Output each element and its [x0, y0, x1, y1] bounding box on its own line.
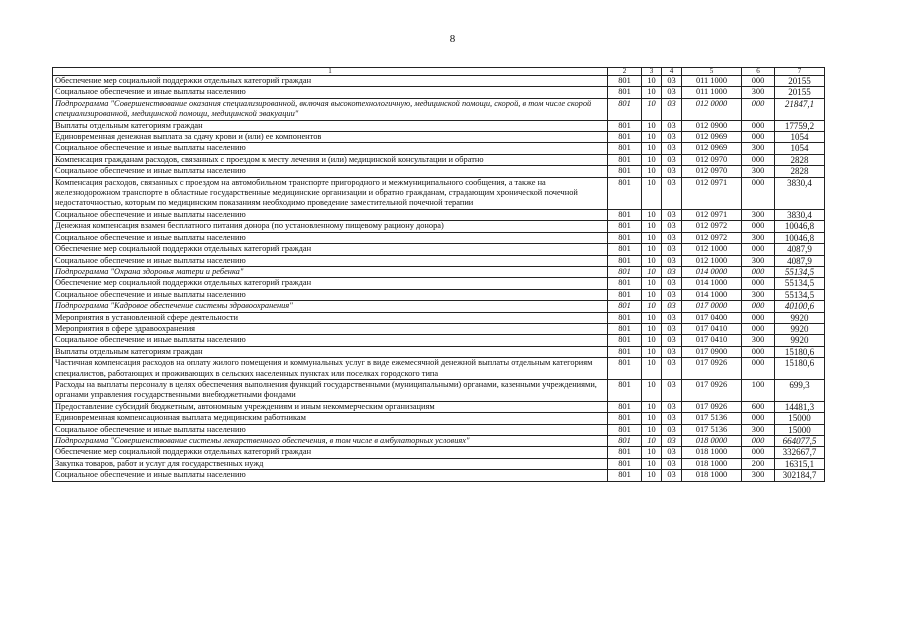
row-name-cell: Социальное обеспечение и иные выплаты населению — [53, 166, 608, 177]
row-name-cell: Обеспечение мер социальной поддержки отдельных категорий граждан — [53, 278, 608, 289]
section-code-cell: 10 — [642, 120, 662, 131]
section-code-cell: 10 — [642, 436, 662, 447]
amount-cell: 9920 — [775, 312, 825, 323]
table-row — [53, 143, 825, 154]
subsection-code-cell: 03 — [662, 87, 682, 98]
target-article-cell: 018 1000 — [682, 470, 742, 481]
column-number: 4 — [662, 68, 682, 76]
row-name-cell: Социальное обеспечение и иные выплаты населению — [53, 470, 608, 481]
expense-type-cell: 300 — [742, 209, 775, 220]
target-article-cell: 017 0900 — [682, 346, 742, 357]
section-code-cell: 10 — [642, 413, 662, 424]
amount-cell: 664077,5 — [775, 436, 825, 447]
expense-type-cell: 300 — [742, 255, 775, 266]
subsection-code-cell: 03 — [662, 312, 682, 323]
table-row — [53, 177, 825, 209]
ministry-code-cell: 801 — [608, 166, 642, 177]
row-name-cell: Мероприятия в установленной сфере деятельности — [53, 312, 608, 323]
section-code-cell: 10 — [642, 266, 662, 277]
subsection-code-cell: 03 — [662, 120, 682, 131]
ministry-code-cell: 801 — [608, 143, 642, 154]
target-article-cell: 017 0000 — [682, 301, 742, 312]
table-row — [53, 154, 825, 165]
amount-cell: 55134,5 — [775, 266, 825, 277]
expense-type-cell: 000 — [742, 301, 775, 312]
row-name-cell: Социальное обеспечение и иные выплаты населению — [53, 87, 608, 98]
table-row — [53, 120, 825, 131]
target-article-cell: 017 0926 — [682, 379, 742, 401]
amount-cell: 4087,9 — [775, 255, 825, 266]
target-article-cell: 017 5136 — [682, 424, 742, 435]
table-row — [53, 289, 825, 300]
row-name-cell: Обеспечение мер социальной поддержки отдельных категорий граждан — [53, 447, 608, 458]
amount-cell: 15180,6 — [775, 358, 825, 380]
ministry-code-cell: 801 — [608, 379, 642, 401]
section-code-cell: 10 — [642, 278, 662, 289]
subsection-code-cell: 03 — [662, 447, 682, 458]
target-article-cell: 012 0900 — [682, 120, 742, 131]
ministry-code-cell: 801 — [608, 177, 642, 209]
target-article-cell: 017 0410 — [682, 323, 742, 334]
ministry-code-cell: 801 — [608, 154, 642, 165]
expense-type-cell: 300 — [742, 87, 775, 98]
section-code-cell: 10 — [642, 255, 662, 266]
ministry-code-cell: 801 — [608, 132, 642, 143]
subsection-code-cell: 03 — [662, 244, 682, 255]
table-row — [53, 358, 825, 380]
target-article-cell: 017 0926 — [682, 401, 742, 412]
subsection-code-cell: 03 — [662, 335, 682, 346]
section-code-cell: 10 — [642, 244, 662, 255]
ministry-code-cell: 801 — [608, 323, 642, 334]
section-code-cell: 10 — [642, 424, 662, 435]
expense-type-cell: 000 — [742, 120, 775, 131]
section-code-cell: 10 — [642, 301, 662, 312]
section-code-cell: 10 — [642, 221, 662, 232]
section-code-cell: 10 — [642, 470, 662, 481]
ministry-code-cell: 801 — [608, 312, 642, 323]
amount-cell: 1054 — [775, 143, 825, 154]
table-row — [53, 424, 825, 435]
expense-type-cell: 000 — [742, 76, 775, 87]
section-code-cell: 10 — [642, 209, 662, 220]
row-name-cell: Предоставление субсидий бюджетным, автономным учреждениям и иным некоммерческим организациям — [53, 401, 608, 412]
target-article-cell: 017 0410 — [682, 335, 742, 346]
row-name-cell: Компенсация расходов, связанных с проездом на автомобильном транспорте пригородного и межмуниципального сообщения, а также на железнодорожном транспорте в областные государственные медицинские организации и обратно гражданам, страдающим хронической почечной недостаточностью, которым по медицинским показаниям необходимо проведение заместительной почечной терапии — [53, 177, 608, 209]
expense-type-cell: 000 — [742, 278, 775, 289]
table-row — [53, 76, 825, 87]
amount-cell: 17759,2 — [775, 120, 825, 131]
column-number: 3 — [642, 68, 662, 76]
row-name-cell: Социальное обеспечение и иные выплаты населению — [53, 424, 608, 435]
target-article-cell: 011 1000 — [682, 76, 742, 87]
expense-type-cell: 000 — [742, 177, 775, 209]
section-code-cell: 10 — [642, 177, 662, 209]
expense-type-cell: 300 — [742, 166, 775, 177]
row-name-cell: Закупка товаров, работ и услуг для государственных нужд — [53, 458, 608, 469]
ministry-code-cell: 801 — [608, 470, 642, 481]
section-code-cell: 10 — [642, 458, 662, 469]
row-name-cell: Социальное обеспечение и иные выплаты населению — [53, 209, 608, 220]
table-row — [53, 255, 825, 266]
expense-type-cell: 000 — [742, 312, 775, 323]
ministry-code-cell: 801 — [608, 87, 642, 98]
amount-cell: 16315,1 — [775, 458, 825, 469]
table-row — [53, 323, 825, 334]
subsection-code-cell: 03 — [662, 436, 682, 447]
target-article-cell: 018 0000 — [682, 436, 742, 447]
amount-cell: 15180,6 — [775, 346, 825, 357]
table-row — [53, 132, 825, 143]
expense-type-cell: 000 — [742, 266, 775, 277]
subsection-code-cell: 03 — [662, 177, 682, 209]
expense-type-cell: 300 — [742, 143, 775, 154]
ministry-code-cell: 801 — [608, 255, 642, 266]
section-code-cell: 10 — [642, 154, 662, 165]
subsection-code-cell: 03 — [662, 76, 682, 87]
expense-type-cell: 000 — [742, 447, 775, 458]
amount-cell: 10046,8 — [775, 232, 825, 243]
ministry-code-cell: 801 — [608, 458, 642, 469]
subsection-code-cell: 03 — [662, 278, 682, 289]
section-code-cell: 10 — [642, 401, 662, 412]
subsection-code-cell: 03 — [662, 143, 682, 154]
ministry-code-cell: 801 — [608, 232, 642, 243]
amount-cell: 20155 — [775, 87, 825, 98]
amount-cell: 20155 — [775, 76, 825, 87]
row-name-cell: Социальное обеспечение и иные выплаты населению — [53, 289, 608, 300]
amount-cell: 40100,6 — [775, 301, 825, 312]
row-name-cell: Подпрограмма "Совершенствование системы лекарственного обеспечения, в том числе в амбулаторных условиях" — [53, 436, 608, 447]
subsection-code-cell: 03 — [662, 289, 682, 300]
table-row — [53, 209, 825, 220]
section-code-cell: 10 — [642, 143, 662, 154]
table-row — [53, 87, 825, 98]
target-article-cell: 018 1000 — [682, 447, 742, 458]
ministry-code-cell: 801 — [608, 266, 642, 277]
expense-type-cell: 100 — [742, 379, 775, 401]
amount-cell: 10046,8 — [775, 221, 825, 232]
subsection-code-cell: 03 — [662, 424, 682, 435]
expense-type-cell: 300 — [742, 232, 775, 243]
amount-cell: 3830,4 — [775, 177, 825, 209]
subsection-code-cell: 03 — [662, 221, 682, 232]
ministry-code-cell: 801 — [608, 424, 642, 435]
target-article-cell: 012 1000 — [682, 244, 742, 255]
section-code-cell: 10 — [642, 323, 662, 334]
target-article-cell: 018 1000 — [682, 458, 742, 469]
row-name-cell: Единовременная компенсационная выплата медицинским работникам — [53, 413, 608, 424]
expense-type-cell: 200 — [742, 458, 775, 469]
ministry-code-cell: 801 — [608, 301, 642, 312]
target-article-cell: 014 1000 — [682, 289, 742, 300]
amount-cell: 4087,9 — [775, 244, 825, 255]
amount-cell: 21847,1 — [775, 98, 825, 120]
table-row — [53, 312, 825, 323]
table-row — [53, 335, 825, 346]
ministry-code-cell: 801 — [608, 335, 642, 346]
target-article-cell: 011 1000 — [682, 87, 742, 98]
section-code-cell: 10 — [642, 87, 662, 98]
row-name-cell: Выплаты отдельным категориям граждан — [53, 346, 608, 357]
amount-cell: 15000 — [775, 413, 825, 424]
subsection-code-cell: 03 — [662, 358, 682, 380]
target-article-cell: 014 1000 — [682, 278, 742, 289]
ministry-code-cell: 801 — [608, 401, 642, 412]
target-article-cell: 012 0972 — [682, 232, 742, 243]
row-name-cell: Подпрограмма "Кадровое обеспечение системы здравоохранения" — [53, 301, 608, 312]
amount-cell: 14481,3 — [775, 401, 825, 412]
ministry-code-cell: 801 — [608, 289, 642, 300]
column-number: 2 — [608, 68, 642, 76]
row-name-cell: Подпрограмма "Охрана здоровья матери и ребенка" — [53, 266, 608, 277]
row-name-cell: Денежная компенсация взамен бесплатного питания донора (по установленному пищевому рациону донора) — [53, 221, 608, 232]
amount-cell: 2828 — [775, 154, 825, 165]
expense-type-cell: 000 — [742, 98, 775, 120]
target-article-cell: 012 0971 — [682, 209, 742, 220]
table-row — [53, 447, 825, 458]
ministry-code-cell: 801 — [608, 98, 642, 120]
subsection-code-cell: 03 — [662, 401, 682, 412]
subsection-code-cell: 03 — [662, 346, 682, 357]
subsection-code-cell: 03 — [662, 323, 682, 334]
target-article-cell: 017 5136 — [682, 413, 742, 424]
amount-cell: 9920 — [775, 335, 825, 346]
ministry-code-cell: 801 — [608, 346, 642, 357]
amount-cell: 55134,5 — [775, 278, 825, 289]
table-row — [53, 346, 825, 357]
target-article-cell: 012 0970 — [682, 154, 742, 165]
expense-type-cell: 000 — [742, 244, 775, 255]
section-code-cell: 10 — [642, 312, 662, 323]
subsection-code-cell: 03 — [662, 458, 682, 469]
table-row — [53, 232, 825, 243]
row-name-cell: Компенсация гражданам расходов, связанных с проездом к месту лечения и (или) медицинской консультации и обратно — [53, 154, 608, 165]
ministry-code-cell: 801 — [608, 358, 642, 380]
table-row — [53, 413, 825, 424]
target-article-cell: 014 0000 — [682, 266, 742, 277]
section-code-cell: 10 — [642, 358, 662, 380]
section-code-cell: 10 — [642, 132, 662, 143]
amount-cell: 3830,4 — [775, 209, 825, 220]
expense-type-cell: 000 — [742, 221, 775, 232]
section-code-cell: 10 — [642, 232, 662, 243]
expense-type-cell: 000 — [742, 358, 775, 380]
expense-type-cell: 000 — [742, 436, 775, 447]
table-row — [53, 221, 825, 232]
subsection-code-cell: 03 — [662, 255, 682, 266]
expense-type-cell: 300 — [742, 470, 775, 481]
section-code-cell: 10 — [642, 379, 662, 401]
column-number: 7 — [775, 68, 825, 76]
table-row — [53, 266, 825, 277]
target-article-cell: 012 0000 — [682, 98, 742, 120]
subsection-code-cell: 03 — [662, 266, 682, 277]
section-code-cell: 10 — [642, 447, 662, 458]
amount-cell: 15000 — [775, 424, 825, 435]
row-name-cell: Обеспечение мер социальной поддержки отдельных категорий граждан — [53, 76, 608, 87]
target-article-cell: 017 0926 — [682, 358, 742, 380]
amount-cell: 2828 — [775, 166, 825, 177]
target-article-cell: 012 1000 — [682, 255, 742, 266]
expense-type-cell: 000 — [742, 413, 775, 424]
page-number: 8 — [449, 33, 456, 45]
target-article-cell: 012 0970 — [682, 166, 742, 177]
section-code-cell: 10 — [642, 76, 662, 87]
amount-cell: 699,3 — [775, 379, 825, 401]
column-number: 1 — [53, 68, 608, 76]
amount-cell: 9920 — [775, 323, 825, 334]
ministry-code-cell: 801 — [608, 120, 642, 131]
row-name-cell: Выплаты отдельным категориям граждан — [53, 120, 608, 131]
subsection-code-cell: 03 — [662, 154, 682, 165]
subsection-code-cell: 03 — [662, 209, 682, 220]
row-name-cell: Мероприятия в сфере здравоохранения — [53, 323, 608, 334]
section-code-cell: 10 — [642, 335, 662, 346]
column-number: 6 — [742, 68, 775, 76]
expense-type-cell: 300 — [742, 424, 775, 435]
table-row — [53, 301, 825, 312]
subsection-code-cell: 03 — [662, 413, 682, 424]
row-name-cell: Обеспечение мер социальной поддержки отдельных категорий граждан — [53, 244, 608, 255]
target-article-cell: 012 0969 — [682, 143, 742, 154]
ministry-code-cell: 801 — [608, 278, 642, 289]
ministry-code-cell: 801 — [608, 413, 642, 424]
section-code-cell: 10 — [642, 98, 662, 120]
table-row — [53, 458, 825, 469]
ministry-code-cell: 801 — [608, 244, 642, 255]
amount-cell: 302184,7 — [775, 470, 825, 481]
table-row — [53, 244, 825, 255]
subsection-code-cell: 03 — [662, 470, 682, 481]
subsection-code-cell: 03 — [662, 98, 682, 120]
expense-type-cell: 000 — [742, 154, 775, 165]
section-code-cell: 10 — [642, 346, 662, 357]
expense-type-cell: 000 — [742, 346, 775, 357]
row-name-cell: Подпрограмма "Совершенствование оказания специализированной, включая высокотехнологичную, медицинской помощи, скорой, в том числе скорой специализированной, медицинской помощи, медицинской эвакуации" — [53, 98, 608, 120]
expense-type-cell: 300 — [742, 335, 775, 346]
section-code-cell: 10 — [642, 289, 662, 300]
table-row — [53, 401, 825, 412]
ministry-code-cell: 801 — [608, 447, 642, 458]
ministry-code-cell: 801 — [608, 209, 642, 220]
amount-cell: 1054 — [775, 132, 825, 143]
row-name-cell: Расходы на выплаты персоналу в целях обеспечения выполнения функций государственными (муниципальными) органами, казенными учреждениями, органами управления государственными внебюджетными фондами — [53, 379, 608, 401]
target-article-cell: 012 0972 — [682, 221, 742, 232]
subsection-code-cell: 03 — [662, 132, 682, 143]
amount-cell: 55134,5 — [775, 289, 825, 300]
expense-type-cell: 000 — [742, 323, 775, 334]
subsection-code-cell: 03 — [662, 232, 682, 243]
target-article-cell: 012 0971 — [682, 177, 742, 209]
row-name-cell: Социальное обеспечение и иные выплаты населению — [53, 335, 608, 346]
ministry-code-cell: 801 — [608, 76, 642, 87]
section-code-cell: 10 — [642, 166, 662, 177]
column-number: 5 — [682, 68, 742, 76]
expense-type-cell: 600 — [742, 401, 775, 412]
row-name-cell: Единовременная денежная выплата за сдачу крови и (или) ее компонентов — [53, 132, 608, 143]
table-row — [53, 98, 825, 120]
row-name-cell: Частичная компенсация расходов на оплату жилого помещения и коммунальных услуг в виде ежемесячной денежной выплаты отдельным категориям специалистов, работающих и проживающих в сельских населенных пунктах или поселках городского типа — [53, 358, 608, 380]
table-row — [53, 470, 825, 481]
table-row — [53, 379, 825, 401]
expense-type-cell: 000 — [742, 132, 775, 143]
ministry-code-cell: 801 — [608, 221, 642, 232]
target-article-cell: 012 0969 — [682, 132, 742, 143]
expense-type-cell: 300 — [742, 289, 775, 300]
table-row — [53, 278, 825, 289]
subsection-code-cell: 03 — [662, 166, 682, 177]
subsection-code-cell: 03 — [662, 301, 682, 312]
target-article-cell: 017 0400 — [682, 312, 742, 323]
amount-cell: 332667,7 — [775, 447, 825, 458]
subsection-code-cell: 03 — [662, 379, 682, 401]
table-row — [53, 166, 825, 177]
row-name-cell: Социальное обеспечение и иные выплаты населению — [53, 232, 608, 243]
row-name-cell: Социальное обеспечение и иные выплаты населению — [53, 143, 608, 154]
ministry-code-cell: 801 — [608, 436, 642, 447]
budget-table — [52, 67, 825, 482]
row-name-cell: Социальное обеспечение и иные выплаты населению — [53, 255, 608, 266]
table-row — [53, 436, 825, 447]
column-number-row — [53, 68, 825, 76]
